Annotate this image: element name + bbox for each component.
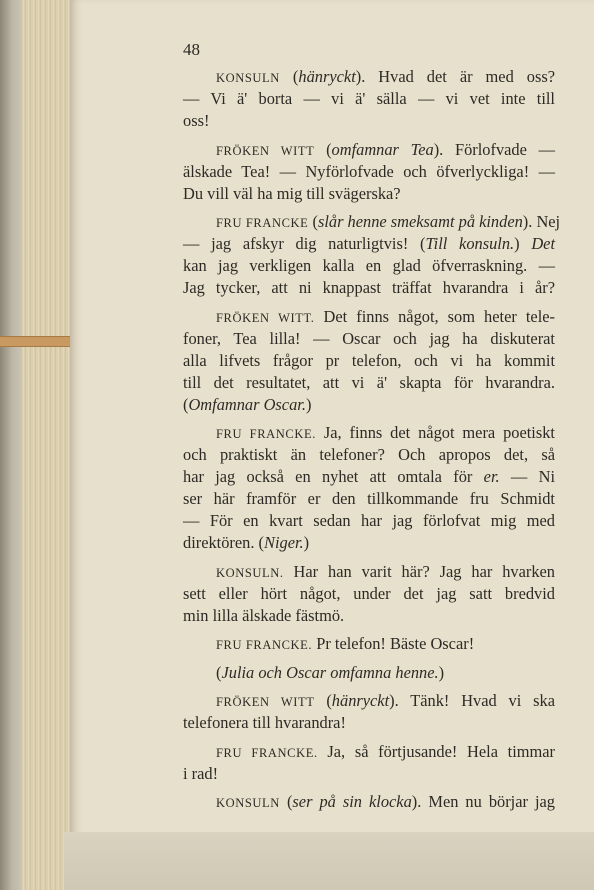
dialogue-text: har jag också en nyhet att omtala för (183, 467, 484, 486)
dialogue-text: min lilla älskade fästmö. (183, 605, 345, 625)
dialogue-text: ). Förlofvade — (433, 139, 555, 159)
dialogue-text: ) (303, 533, 310, 552)
dialogue-text: sett eller hört något, under det jag satt bredvid (183, 583, 555, 603)
dialogue-text: ( (216, 662, 222, 682)
speaker-name: FRU FRANCKE (216, 216, 309, 230)
dialogue-text: och praktiskt än telefoner? Och apropos det, så (183, 445, 555, 464)
speaker-name: FRU FRANCKE. (216, 745, 318, 760)
stage-direction: hänryckt (298, 67, 356, 86)
text-line (183, 422, 555, 444)
text-line (183, 690, 555, 712)
speaker-name: FRÖKEN WITT (216, 695, 315, 709)
text-line (183, 605, 555, 627)
text-line (183, 66, 555, 88)
stage-direction: er. (483, 467, 500, 486)
text-line (183, 633, 555, 655)
text-line (183, 394, 555, 416)
text-line (183, 662, 555, 684)
text-line (183, 561, 555, 583)
dialogue-text: ( (279, 67, 299, 86)
play-text (183, 66, 561, 813)
dialogue-text: ( (183, 394, 189, 414)
text-line (183, 306, 555, 328)
dialogue-text: ). Hvad det är med oss? (355, 67, 555, 86)
dialogue-text: till det resultatet, att vi ä' skapta för hvarandra. (183, 372, 555, 392)
dialogue-text: Det finns något, som heter tele- (314, 306, 555, 326)
dialogue-text: ). Men nu börjar jag (411, 792, 556, 811)
speaker-name: FRÖKEN WITT (216, 143, 315, 158)
text-line (183, 110, 555, 132)
dialogue-text: Pr telefon! Bäste Oscar! (312, 634, 475, 653)
page-number: 48 (183, 40, 200, 59)
stage-direction: omfamnar Tea (331, 139, 434, 159)
dialogue-text: Ja, finns det något mera poetiskt (315, 423, 555, 442)
text-line (183, 161, 555, 183)
text-line (183, 88, 555, 110)
dialogue-text: — Vi ä' borta — vi ä' sälla — vi vet inte till (183, 89, 555, 108)
dialogue-text: ( (314, 691, 332, 710)
text-line (183, 532, 555, 554)
text-line (183, 466, 555, 488)
text-line (183, 510, 555, 532)
dialogue-text: i rad! (183, 763, 219, 783)
text-line (183, 350, 555, 372)
text-line (183, 791, 555, 813)
stage-direction: hänryckt (331, 691, 390, 710)
text-line (183, 139, 555, 161)
stage-direction: Till konsuln. (425, 234, 515, 253)
dialogue-text: foner, Tea lilla! — Oscar och jag ha diskuterat (183, 328, 555, 348)
dialogue-text: — Ni (499, 467, 555, 486)
dialogue-text: Du vill väl ha mig till svägerska? (183, 183, 401, 203)
dialogue-text: ). Tänk! Hvad vi ska (389, 691, 555, 710)
text-line (183, 488, 555, 510)
speaker-name: KONSULN. (216, 565, 284, 580)
dialogue-text: oss! (183, 111, 210, 130)
text-line (183, 255, 555, 277)
speaker-name: KONSULN (216, 71, 280, 85)
stage-direction: Det (531, 234, 556, 253)
dialogue-text: Ja, så förtjusande! Hela timmar (317, 741, 555, 761)
dialogue-text: ser här framför er den tillkommande fru Schmidt (183, 489, 555, 508)
text-line (183, 763, 555, 785)
dialogue-text: älskade Tea! — Nyförlofvade och öfverlyckliga! — (183, 161, 555, 181)
text-line (183, 211, 561, 233)
stage-direction: Niger. (264, 533, 304, 552)
dialogue-text: ) (438, 662, 445, 682)
text-line (183, 444, 555, 466)
dialogue-text: — jag afskyr dig naturligtvis! ( (183, 234, 426, 253)
stage-direction: Julia och Oscar omfamna henne. (221, 662, 439, 682)
dialogue-text: ). Nej (522, 212, 561, 231)
dialogue-text: ( (279, 792, 293, 811)
dialogue-text: direktören. ( (183, 533, 265, 552)
dialogue-text: ( (314, 139, 332, 159)
stage-direction: Omfamnar Oscar. (188, 394, 306, 414)
dialogue-text: telefonera till hvarandra! (183, 713, 346, 732)
speaker-name: KONSULN (216, 796, 280, 810)
text-line (183, 712, 555, 734)
page-bottom-shadow (64, 832, 594, 890)
text-line (183, 277, 555, 299)
dialogue-text: ) (305, 394, 312, 414)
text-line (183, 233, 555, 255)
speaker-name: FRU FRANCKE. (216, 427, 316, 441)
text-line (183, 583, 555, 605)
dialogue-text: ( (308, 212, 318, 231)
text-line (183, 183, 555, 205)
text-line (183, 372, 555, 394)
dialogue-text: kan jag verkligen kalla en glad öfverraskning. — (183, 256, 555, 275)
dialogue-text: Jag tycker, att ni knappast träffat hvarandra i år? (183, 278, 555, 297)
dialogue-text: — För en kvart sedan har jag förlofvat mig med (183, 511, 555, 530)
dialogue-text: alla lifvets frågor pr telefon, och vi ha kommit (183, 350, 555, 370)
stage-direction: ser på sin klocka (292, 792, 412, 811)
speaker-name: FRU FRANCKE. (216, 638, 313, 652)
text-line (183, 741, 555, 763)
stage-direction: slår henne smeksamt på kinden (317, 212, 523, 231)
dialogue-text: ) (514, 234, 532, 253)
speaker-name: FRÖKEN WITT. (216, 310, 315, 325)
dialogue-text: Har han varit här? Jag har hvarken (283, 561, 555, 581)
text-line (183, 328, 555, 350)
